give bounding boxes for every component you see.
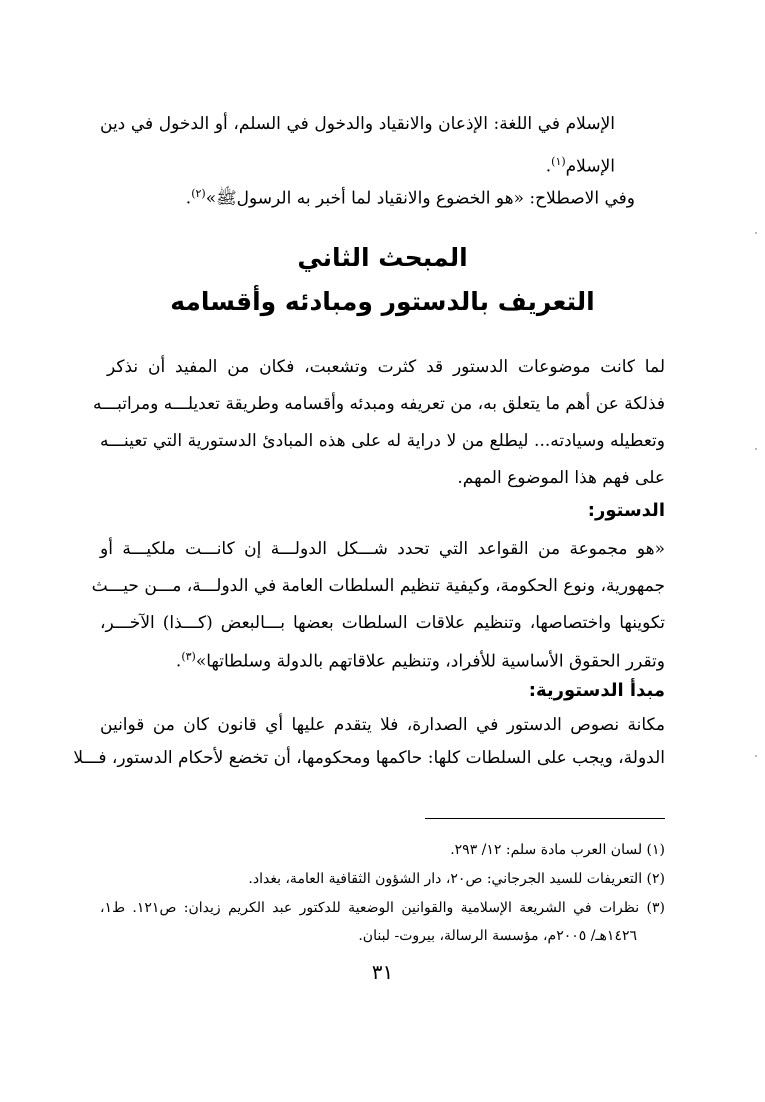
- para2-line-2: جمهورية، ونوع الحكومة، وكيفية تنظيم السلطات العامة في الدولـــة، مـــن حيـــث: [91, 576, 665, 596]
- section-subtitle: التعريف بالدستور ومبادئه وأقسامه: [170, 287, 595, 316]
- para1-line-3: وتعطيله وسيادته... ليطلع من لا دراية له على هذه المبادئ الدستورية التي تعينـــه: [100, 431, 665, 451]
- footnote-2: (٢) التعريفات للسيد الجرجاني: ص٢٠، دار الشؤون الثقافية العامة، بغداد.: [248, 871, 665, 887]
- para2-line-3: تكوينها واختصاصها، وتنظيم علاقات السلطات بعضها بـــالبعض (كـــذا) الآخـــر،: [100, 613, 665, 633]
- footnote-ref-2: (٢): [191, 187, 206, 200]
- footnote-3: (٣) نظرات في الشريعة الإسلامية والقوانين الوضعية للدكتور عبد الكريم زيدان: ص١٢١. ط١،: [100, 900, 665, 916]
- intro-line-2-end: .: [545, 156, 552, 177]
- para1-line-4: على فهم هذا الموضوع المهم.: [457, 468, 665, 488]
- para2-line-1: «هو مجموعة من القواعد التي تحدد شـــكل الدولـــة إن كانـــت ملكيـــة أو: [100, 539, 665, 559]
- scan-mark: [755, 755, 757, 757]
- intro-line-2-text: الإسلام: [565, 156, 615, 177]
- para1-line-2: فذلكة عن أهم ما يتعلق به، من تعريفه ومبدئه وأقسامه وطريقة تعديلـــه ومراتبـــه: [93, 394, 665, 414]
- para3-line-2: الدولة، ويجب على السلطات كلها: حاكمها ومحكومها، أن تخضع لأحكام الدستور، فـــلا: [73, 748, 665, 768]
- para2-line-4-end: .: [175, 651, 182, 672]
- scan-mark: [755, 448, 757, 450]
- footnote-ref-3: (٣): [181, 650, 196, 663]
- footnote-3-continued: ١٤٢٦هـ/ ٢٠٠٥م، مؤسسة الرسالة، بيروت- لبنان.: [358, 928, 637, 944]
- heading-constitution: الدستور:: [587, 500, 665, 521]
- section-title: المبحث الثاني: [297, 243, 468, 272]
- heading-principle: مبدأ الدستورية:: [528, 680, 665, 701]
- scan-mark: [755, 232, 757, 234]
- intro-line-3-end: .: [185, 188, 192, 209]
- para1-line-1: لما كانت موضوعات الدستور قد كثرت وتشعبت، فكان من المفيد أن نذكر: [107, 357, 665, 377]
- footnote-ref-1: (١): [551, 155, 566, 168]
- footnote-separator: [425, 818, 665, 819]
- intro-line-3-text: وفي الاصطلاح: «هو الخضوع والانقياد لما أخبر به الرسولﷺ»: [205, 188, 635, 209]
- para2-line-4-text: وتقرر الحقوق الأساسية للأفراد، وتنظيم علاقاتهم بالدولة وسلطاتها»: [195, 651, 665, 672]
- page-number: ٣١: [371, 960, 394, 984]
- intro-line-3: [186, 176, 635, 217]
- footnote-1: (١) لسان العرب مادة سلم: ١٢/ ٢٩٣.: [450, 842, 665, 858]
- intro-line-1: الإسلام في اللغة: الإذعان والانقياد والدخول في السلم، أو الدخول في دين: [100, 114, 615, 134]
- para3-line-1: مكانة نصوص الدستور في الصدارة، فلا يتقدم عليها أي قانون كان من قوانين: [100, 715, 665, 735]
